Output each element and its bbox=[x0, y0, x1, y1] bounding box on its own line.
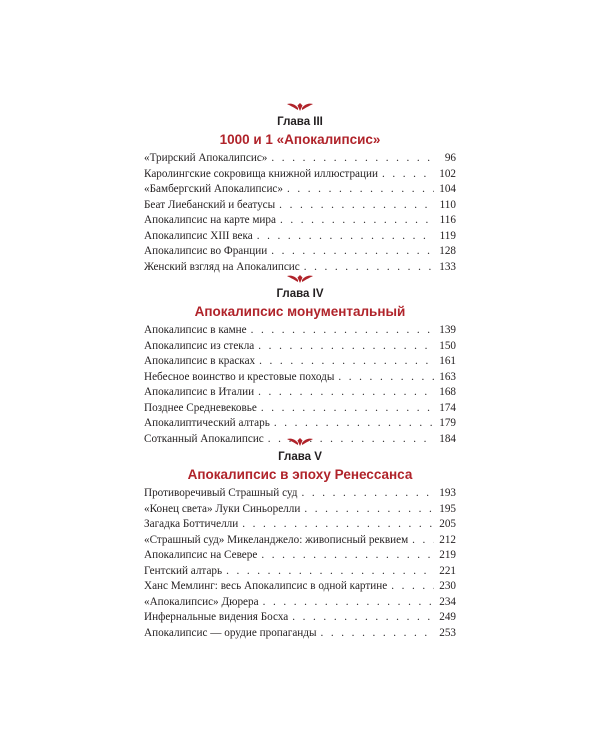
entry-page: 253 bbox=[439, 626, 456, 639]
entry-page: 119 bbox=[439, 229, 456, 242]
entry-title: Инфернальные видения Босха bbox=[144, 611, 289, 623]
leader-dots bbox=[257, 229, 434, 245]
toc-entry[interactable] bbox=[144, 213, 456, 229]
entry-page: 104 bbox=[439, 183, 456, 195]
entry-page: 179 bbox=[439, 417, 456, 429]
entry-title: Каролингские сокровища книжной иллюстрации bbox=[144, 167, 378, 180]
entry-title: Загадка Боттичелли bbox=[144, 518, 239, 530]
leader-dots bbox=[258, 385, 434, 401]
chapter-title: Апокалипсис монументальный bbox=[194, 304, 406, 319]
toc-entry[interactable] bbox=[144, 260, 456, 276]
toc-entry[interactable] bbox=[144, 354, 456, 370]
entry-title: Апокалипсис в красках bbox=[144, 355, 256, 367]
entry-page: 212 bbox=[439, 533, 456, 546]
entry-title: Апокалипсис на карте мира bbox=[144, 214, 276, 226]
leader-dots bbox=[274, 416, 434, 432]
toc-entry[interactable] bbox=[144, 339, 456, 355]
toc-entry[interactable] bbox=[144, 610, 456, 626]
entry-title: Позднее Средневековье bbox=[144, 401, 257, 414]
entry-title: Ханс Мемлинг: весь Апокалипсис в одной картине bbox=[144, 580, 388, 592]
leader-dots bbox=[258, 339, 434, 355]
leader-dots bbox=[304, 502, 434, 518]
entry-title: «Конец света» Луки Синьорелли bbox=[144, 502, 301, 515]
chapter-label: Глава III bbox=[277, 116, 323, 128]
entry-page: 219 bbox=[439, 549, 456, 561]
chapter-3-section bbox=[144, 102, 456, 275]
entry-title: Сотканный Апокалипсис bbox=[144, 432, 264, 445]
entry-page: 168 bbox=[439, 386, 456, 398]
entry-page: 230 bbox=[439, 580, 456, 592]
chapter-label: Глава IV bbox=[276, 288, 324, 300]
entry-title: «Страшный суд» Микеланджело: живописный реквием bbox=[144, 533, 409, 546]
leader-dots bbox=[287, 182, 434, 198]
entry-title: Гентский алтарь bbox=[144, 564, 223, 577]
entry-title: «Трирский Апокалипсис» bbox=[144, 152, 268, 164]
toc-entry[interactable] bbox=[144, 564, 456, 580]
entry-title: Небесное воинство и крестовые походы bbox=[144, 370, 335, 383]
leader-dots bbox=[412, 533, 434, 549]
toc-entry[interactable] bbox=[144, 502, 456, 518]
leader-dots bbox=[292, 610, 434, 626]
leader-dots bbox=[338, 370, 434, 386]
leader-dots bbox=[226, 564, 434, 580]
toc-entry[interactable] bbox=[144, 244, 456, 260]
chapter-title: 1000 и 1 «Апокалипсис» bbox=[219, 132, 381, 147]
toc-entries bbox=[144, 323, 456, 447]
winged-ornament-icon bbox=[287, 102, 313, 112]
chapter-4-section bbox=[144, 274, 456, 447]
entry-page: 102 bbox=[439, 167, 456, 180]
toc-entry[interactable] bbox=[144, 416, 456, 432]
entry-title: «Бамбергский Апокалипсис» bbox=[144, 183, 283, 195]
leader-dots bbox=[280, 213, 434, 229]
entry-title: Апокалиптический алтарь bbox=[144, 417, 270, 429]
toc-entry[interactable] bbox=[144, 579, 456, 595]
leader-dots bbox=[382, 167, 434, 183]
leader-dots bbox=[251, 323, 434, 339]
toc-entry[interactable] bbox=[144, 486, 456, 502]
leader-dots bbox=[271, 151, 434, 167]
entry-page: 128 bbox=[439, 245, 456, 257]
chapter-title: Апокалипсис в эпоху Ренессанса bbox=[187, 467, 413, 482]
entry-page: 96 bbox=[444, 152, 456, 164]
chapter-5-section bbox=[144, 437, 456, 641]
leader-dots bbox=[304, 260, 434, 276]
toc-entry[interactable] bbox=[144, 229, 456, 245]
toc-entry[interactable] bbox=[144, 385, 456, 401]
entry-title: Апокалипсис во Франции bbox=[144, 245, 268, 257]
entry-page: 110 bbox=[439, 198, 456, 211]
entry-title: Беат Лиебанский и беатусы bbox=[144, 198, 276, 211]
leader-dots bbox=[261, 401, 434, 417]
toc-entries bbox=[144, 486, 456, 641]
entry-title: Апокалипсис в Италии bbox=[144, 386, 255, 398]
entry-page: 205 bbox=[439, 518, 456, 530]
toc-entry[interactable] bbox=[144, 323, 456, 339]
entry-page: 221 bbox=[439, 564, 456, 577]
leader-dots bbox=[263, 595, 434, 611]
leader-dots bbox=[321, 626, 435, 642]
entry-page: 163 bbox=[439, 370, 456, 383]
leader-dots bbox=[259, 354, 434, 370]
winged-ornament-icon bbox=[287, 437, 313, 447]
entry-title: Апокалипсис — орудие пропаганды bbox=[144, 626, 317, 639]
entry-title: Апокалипсис из стекла bbox=[144, 339, 255, 352]
entry-page: 161 bbox=[439, 355, 456, 367]
leader-dots bbox=[279, 198, 434, 214]
toc-entry[interactable] bbox=[144, 626, 456, 642]
toc-entry[interactable] bbox=[144, 548, 456, 564]
entry-title: Апокалипсис в камне bbox=[144, 324, 247, 336]
leader-dots bbox=[271, 244, 434, 260]
leader-dots bbox=[301, 486, 434, 502]
entry-page: 184 bbox=[439, 432, 456, 445]
toc-entry[interactable] bbox=[144, 517, 456, 533]
toc-entry[interactable] bbox=[144, 182, 456, 198]
entry-title: Апокалипсис XIII века bbox=[144, 229, 253, 242]
entry-page: 133 bbox=[439, 260, 456, 273]
toc-entry[interactable] bbox=[144, 401, 456, 417]
chapter-label: Глава V bbox=[278, 451, 322, 463]
entry-page: 150 bbox=[439, 339, 456, 352]
entry-title: Апокалипсис на Севере bbox=[144, 549, 258, 561]
toc-entry[interactable] bbox=[144, 167, 456, 183]
leader-dots bbox=[261, 548, 434, 564]
toc-entry[interactable] bbox=[144, 533, 456, 549]
entry-title: Противоречивый Страшный суд bbox=[144, 487, 298, 499]
entry-page: 234 bbox=[439, 595, 456, 608]
entry-page: 195 bbox=[439, 502, 456, 515]
toc-entry[interactable] bbox=[144, 370, 456, 386]
entry-title: «Апокалипсис» Дюрера bbox=[144, 595, 259, 608]
toc-entry[interactable] bbox=[144, 151, 456, 167]
leader-dots bbox=[391, 579, 434, 595]
entry-page: 139 bbox=[439, 324, 456, 336]
leader-dots bbox=[242, 517, 434, 533]
toc-entry[interactable] bbox=[144, 198, 456, 214]
entry-page: 116 bbox=[439, 214, 456, 226]
entry-page: 193 bbox=[439, 487, 456, 499]
winged-ornament-icon bbox=[287, 274, 313, 284]
toc-entries bbox=[144, 151, 456, 275]
toc-entry[interactable] bbox=[144, 595, 456, 611]
entry-title: Женский взгляд на Апокалипсис bbox=[144, 260, 300, 273]
entry-page: 249 bbox=[439, 611, 456, 623]
entry-page: 174 bbox=[439, 401, 456, 414]
